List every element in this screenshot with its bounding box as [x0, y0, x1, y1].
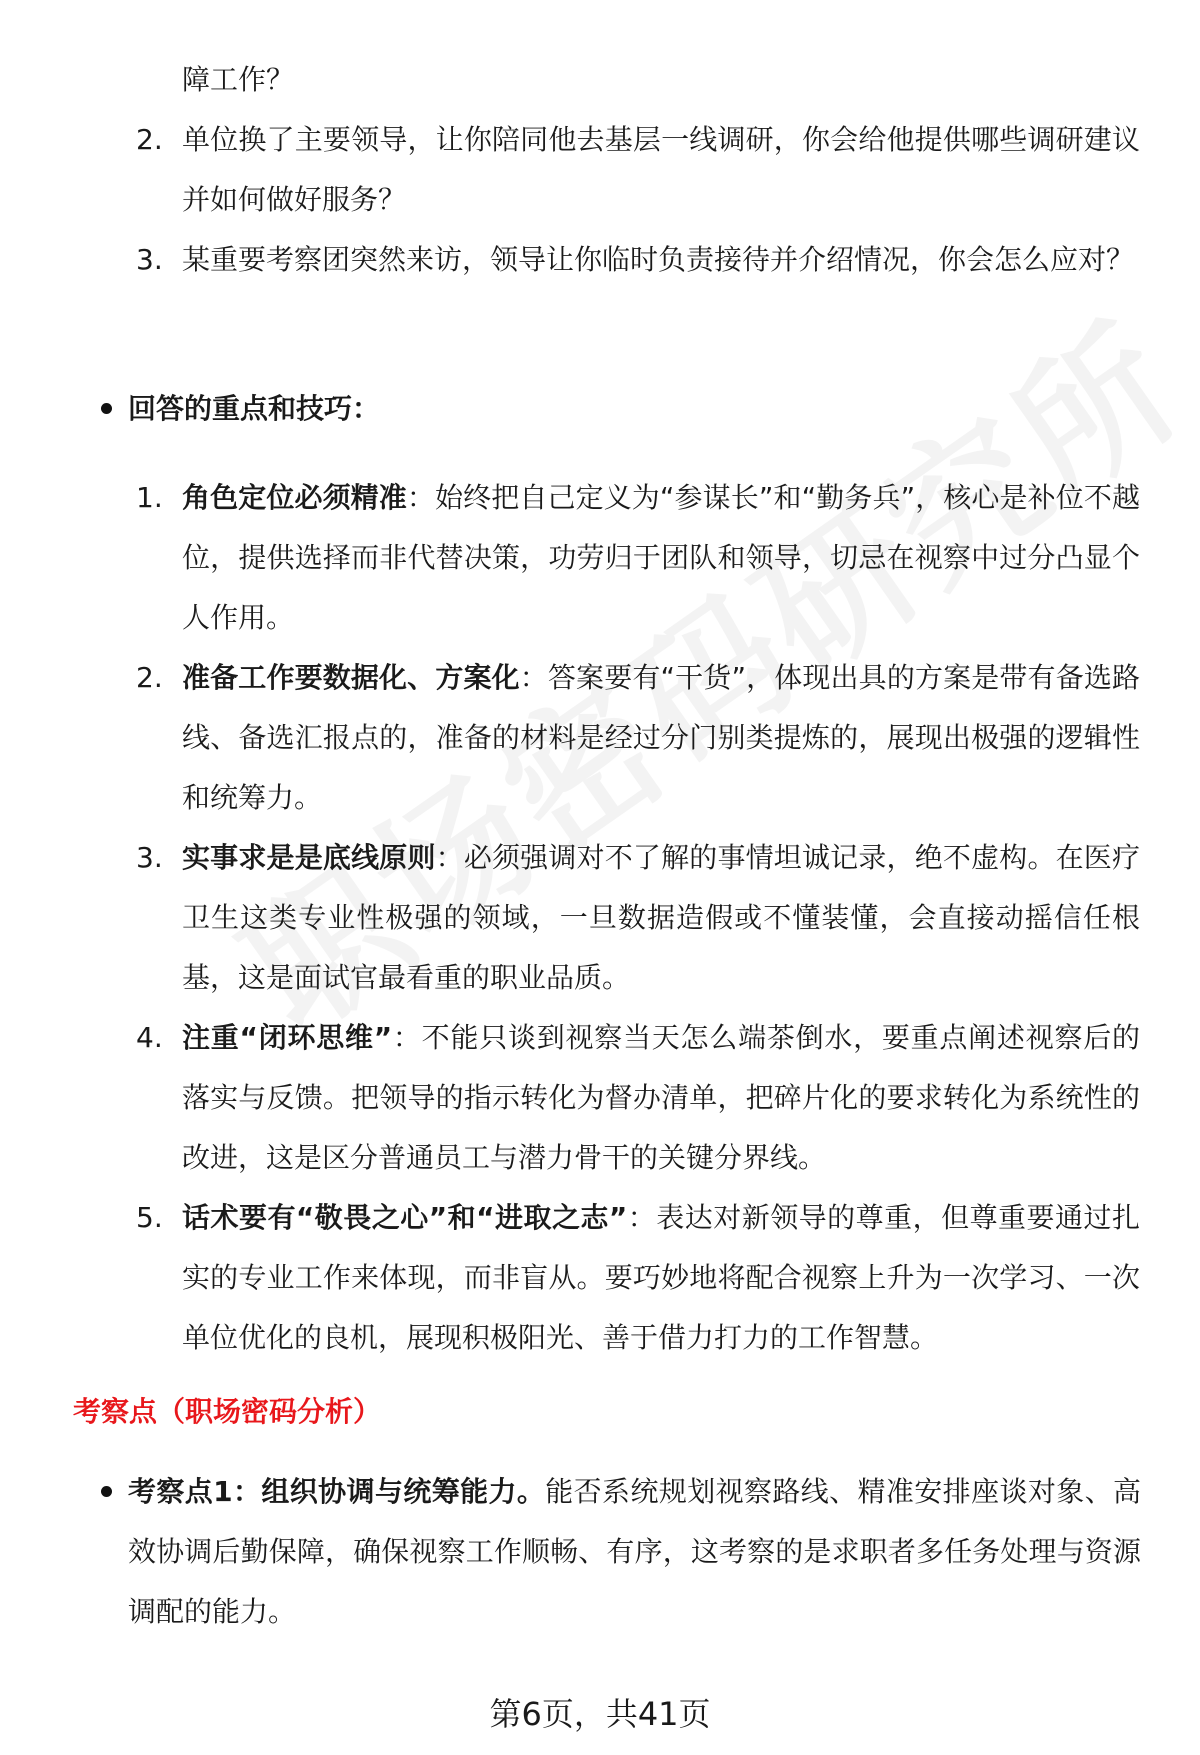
- bullet-icon: [101, 1486, 112, 1497]
- analysis-point: [0, 1462, 1200, 1642]
- list-number: 2.: [136, 123, 163, 156]
- list-item: [0, 828, 1140, 1008]
- list-number: 3.: [136, 841, 163, 874]
- list-item: [0, 50, 1140, 110]
- analysis-point-text: [0, 1462, 1141, 1642]
- list-item-text: [182, 648, 1140, 828]
- tips-list: [0, 468, 1200, 1368]
- list-number: 3.: [136, 243, 163, 276]
- list-item-text: 单位换了主要领导，让你陪同他去基层一线调研，你会给他提供哪些调研建议并如何做好服务？: [182, 123, 1140, 216]
- list-number: 4.: [136, 1021, 163, 1054]
- tip-title: 角色定位必须精准: [182, 481, 407, 514]
- tip-body: ：答案要有“干货”，体现出具的方案是带有备选路线、备选汇报点的，准备的材料是经过分门别类提炼的，展现出极强的逻辑性和统筹力。: [182, 661, 1140, 814]
- tip-title: 准备工作要数据化、方案化: [182, 661, 520, 694]
- list-item: [0, 110, 1140, 230]
- list-item-text: 障工作？: [182, 63, 295, 96]
- list-item: [0, 648, 1140, 828]
- list-item-text: [182, 1188, 1140, 1368]
- list-item: [0, 468, 1140, 648]
- list-item: [0, 1008, 1140, 1188]
- tip-title: 实事求是是底线原则: [182, 841, 436, 874]
- tip-body: ：表达对新领导的尊重，但尊重要通过扎实的专业工作来体现，而非盲从。要巧妙地将配合视察上升为一次学习、一次单位优化的良机，展现积极阳光、善于借力打力的工作智慧。: [182, 1201, 1140, 1354]
- list-number: 5.: [136, 1201, 163, 1234]
- tip-body: ：必须强调对不了解的事情坦诚记录，绝不虚构。在医疗卫生这类专业性极强的领域，一旦数据造假或不懂装懂，会直接动摇信任根基，这是面试官最看重的职业品质。: [182, 841, 1140, 994]
- tips-heading-bullet: [0, 379, 1200, 439]
- analysis-point-body: 能否系统规划视察路线、精准安排座谈对象、高效协调后勤保障，确保视察工作顺畅、有序，这考察的是求职者多任务处理与资源调配的能力。: [128, 1475, 1141, 1628]
- tip-title: 话术要有“敬畏之心”和“进取之志”: [182, 1201, 628, 1234]
- list-number: 2.: [136, 661, 163, 694]
- question-list: [0, 50, 1200, 290]
- list-item-text: [182, 1008, 1140, 1188]
- list-item-text: [182, 468, 1140, 648]
- tip-body: ：始终把自己定义为“参谋长”和“勤务兵”，核心是补位不越位，提供选择而非代替决策，功劳归于团队和领导，切忌在视察中过分凸显个人作用。: [182, 481, 1140, 634]
- analysis-point-title: 考察点1：组织协调与统筹能力。: [128, 1475, 546, 1508]
- tips-heading: 回答的重点和技巧：: [128, 392, 381, 425]
- tip-title: 注重“闭环思维”: [182, 1021, 393, 1054]
- bullet-icon: [101, 403, 112, 414]
- page-number-footer: 第6页，共41页: [489, 1695, 711, 1733]
- analysis-heading: 考察点（职场密码分析）: [73, 1395, 382, 1428]
- list-item: [0, 1188, 1140, 1368]
- tip-body: ：不能只谈到视察当天怎么端茶倒水，要重点阐述视察后的落实与反馈。把领导的指示转化为督办清单，把碎片化的要求转化为系统性的改进，这是区分普通员工与潜力骨干的关键分界线。: [182, 1021, 1140, 1174]
- list-number: 1.: [136, 481, 163, 514]
- list-item: [0, 230, 1140, 290]
- list-item-text: 某重要考察团突然来访，领导让你临时负责接待并介绍情况，你会怎么应对？: [182, 243, 1135, 276]
- list-item-text: [182, 828, 1140, 1008]
